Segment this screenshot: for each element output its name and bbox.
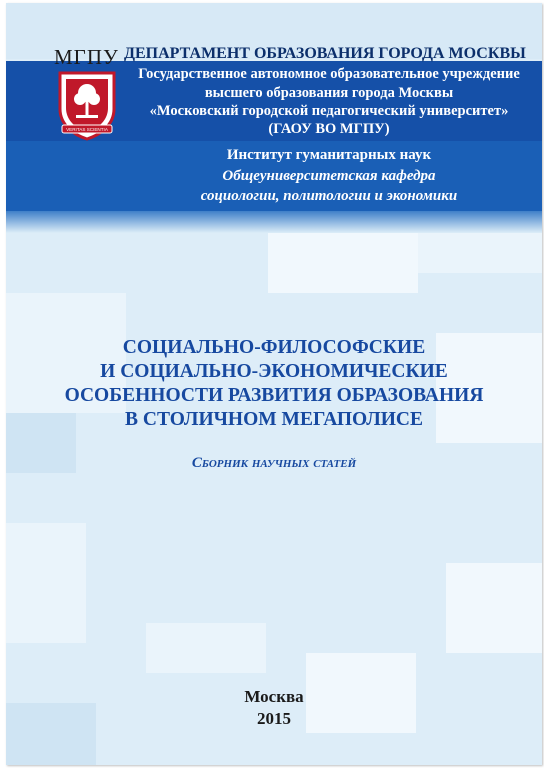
book-title-line: И СОЦИАЛЬНО-ЭКОНОМИЧЕСКИЕ <box>100 361 448 382</box>
chair-name: Общеуниверситетская кафедра <box>222 168 436 184</box>
book-title-line: СОЦИАЛЬНО-ФИЛОСОФСКИЕ <box>122 337 426 358</box>
decorative-square <box>418 233 542 273</box>
university-emblem-icon <box>56 69 118 141</box>
department-title: ДЕПАРТАМЕНТ ОБРАЗОВАНИЯ ГОРОДА МОСКВЫ <box>124 45 526 62</box>
book-title-line: В СТОЛИЧНОМ МЕГАПОЛИСЕ <box>125 409 423 430</box>
header-band-fade <box>6 211 542 233</box>
book-title-line: ОСОБЕННОСТИ РАЗВИТИЯ ОБРАЗОВАНИЯ <box>64 385 484 406</box>
decorative-square <box>446 563 542 653</box>
decorative-square <box>268 233 418 293</box>
publication-city: Москва <box>244 687 304 706</box>
decorative-square <box>146 623 266 673</box>
book-subtitle: Сборник научных статей <box>191 455 357 471</box>
organization-line: «Московский городской педагогический университет» <box>149 103 509 119</box>
organization-abbreviation: (ГАОУ ВО МГПУ) <box>268 121 390 137</box>
institute-name: Институт гуманитарных наук <box>226 147 432 163</box>
chair-name: социологии, политологии и экономики <box>200 188 458 204</box>
decorative-square <box>6 523 86 643</box>
organization-line: высшего образования города Москвы <box>204 85 454 101</box>
emblem-ribbon-text: VERITAS SCIENTIA <box>66 127 108 132</box>
publication-year: 2015 <box>257 709 291 728</box>
organization-line: Государственное автономное образовательное учреждение <box>138 66 520 82</box>
logo-abbreviation: МГПУ <box>54 45 119 69</box>
book-cover <box>6 3 542 765</box>
